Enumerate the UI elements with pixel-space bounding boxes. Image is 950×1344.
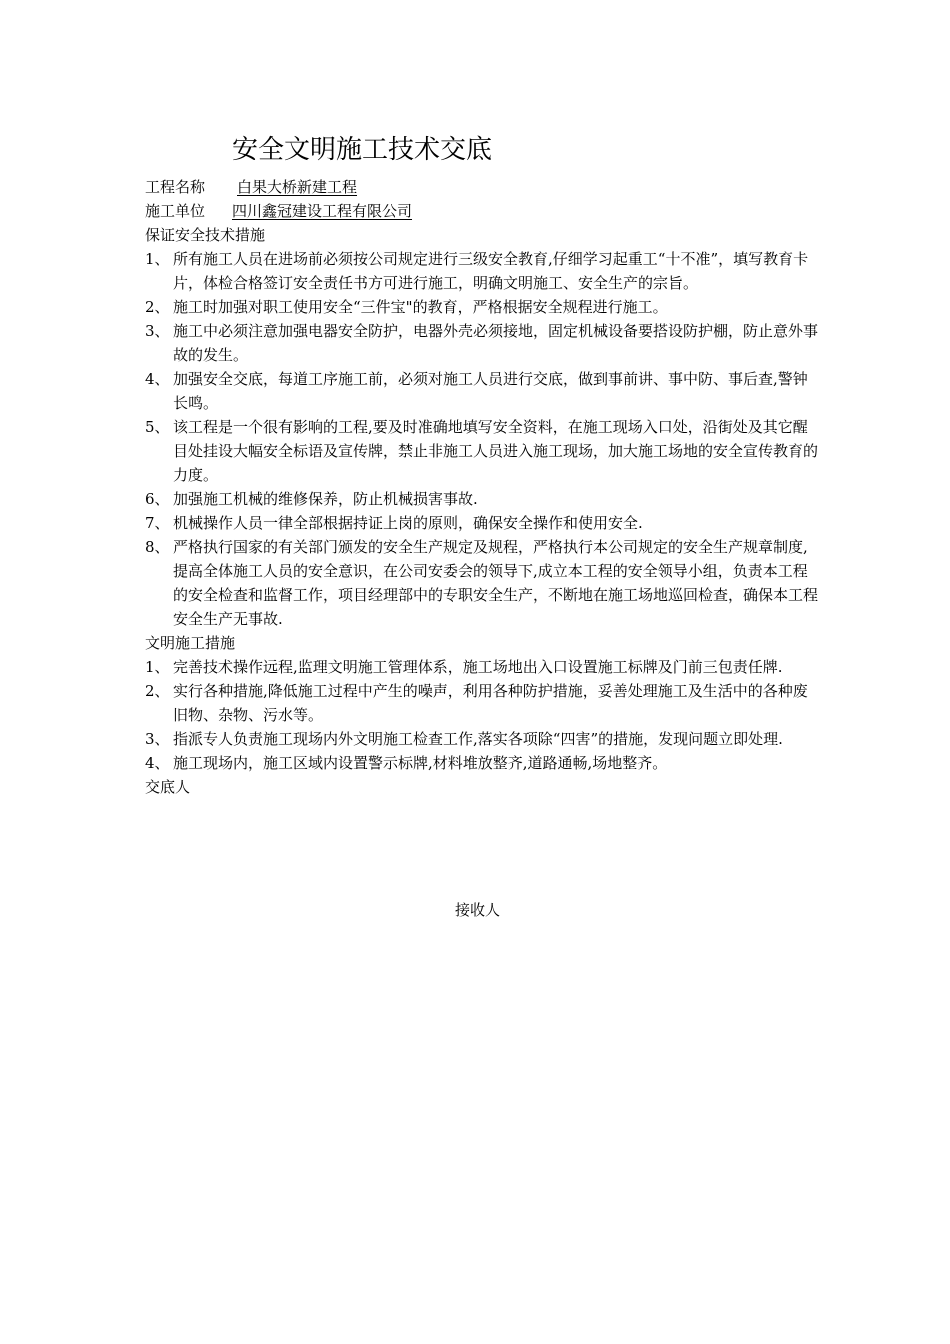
list-item [145, 535, 818, 631]
document-title: 安全文明施工技术交底 [232, 135, 493, 165]
item-text: 所有施工人员在进场前必须按公司规定进行三级安全教育,仔细学习起重工“十不准”，填写教育卡片，体检合格签订安全责任书方可进行施工，明确文明施工、安全生产的宗旨。 [173, 250, 809, 292]
item-number: 8、 [145, 538, 170, 556]
list-item [145, 367, 818, 415]
list-item [145, 319, 818, 367]
item-text: 该工程是一个很有影响的工程,要及时准确地填写安全资料，在施工现场入口处，沿街处及其它醒目处挂设大幅安全标语及宣传牌，禁止非施工人员进入施工现场，加大施工场地的安全宣传教育的力度。 [173, 418, 819, 484]
item-number: 4、 [145, 754, 170, 772]
contractor-label: 施工单位 [145, 202, 206, 220]
civil-section-title: 文明施工措施 [145, 634, 236, 652]
item-number: 2、 [145, 682, 170, 700]
item-number: 1、 [145, 250, 170, 268]
item-number: 1、 [145, 658, 170, 676]
receiver-label: 接收人 [455, 901, 501, 919]
item-text: 施工中必须注意加强电器安全防护，电器外壳必须接地，固定机械设备要搭设防护棚，防止意外事故的发生。 [173, 322, 819, 364]
item-number: 5、 [145, 418, 170, 436]
item-number: 4、 [145, 370, 170, 388]
contractor-value: 四川鑫冠建设工程有限公司 [232, 202, 413, 220]
item-text: 机械操作人员一律全部根据持证上岗的原则，确保安全操作和使用安全. [173, 514, 643, 532]
item-number: 6、 [145, 490, 170, 508]
item-number: 3、 [145, 322, 170, 340]
list-item [145, 247, 818, 295]
item-text: 指派专人负责施工现场内外文明施工检查工作,落实各项除“四害”的措施，发现问题立即处理. [173, 730, 783, 748]
item-text: 加强安全交底，每道工序施工前，必须对施工人员进行交底，做到事前讲、事中防、事后查,警钟长鸣。 [173, 370, 808, 412]
list-item [145, 655, 818, 679]
document-body [145, 175, 825, 799]
project-name-label: 工程名称 [145, 178, 206, 196]
list-item [145, 295, 818, 319]
item-text: 施工现场内，施工区域内设置警示标牌,材料堆放整齐,道路通畅,场地整齐。 [173, 754, 668, 772]
item-text: 实行各种措施,降低施工过程中产生的噪声，利用各种防护措施，妥善处理施工及生活中的各种废旧物、杂物、污水等。 [173, 682, 808, 724]
list-item [145, 415, 818, 487]
safety-section-title: 保证安全技术措施 [145, 226, 266, 244]
project-name-value: 白果大桥新建工程 [237, 178, 358, 196]
list-item [145, 751, 818, 775]
safety-measures-list [145, 247, 825, 631]
list-item [145, 511, 818, 535]
item-text: 完善技术操作远程,监理文明施工管理体系，施工场地出入口设置施工标牌及门前三包责任牌. [173, 658, 783, 676]
item-text: 施工时加强对职工使用安全“三件宝"的教育，严格根据安全规程进行施工。 [173, 298, 668, 316]
list-item [145, 487, 818, 511]
signer-label: 交底人 [145, 778, 191, 796]
list-item [145, 679, 818, 727]
list-item [145, 727, 818, 751]
item-number: 7、 [145, 514, 170, 532]
item-text: 严格执行国家的有关部门颁发的安全生产规定及规程，严格执行本公司规定的安全生产规章制度,提高全体施工人员的安全意识，在公司安委会的领导下,成立本工程的安全领导小组，负责本工程的安全检查和监督工作，项目经理部中的专职安全生产，不断地在施工场地巡回检查，确保本工程安全生产无事故. [173, 538, 819, 628]
item-text: 加强施工机械的维修保养，防止机械损害事故. [173, 490, 478, 508]
civil-measures-list [145, 655, 825, 775]
item-number: 3、 [145, 730, 170, 748]
item-number: 2、 [145, 298, 170, 316]
contractor-row [145, 199, 825, 223]
project-name-row [145, 175, 825, 199]
